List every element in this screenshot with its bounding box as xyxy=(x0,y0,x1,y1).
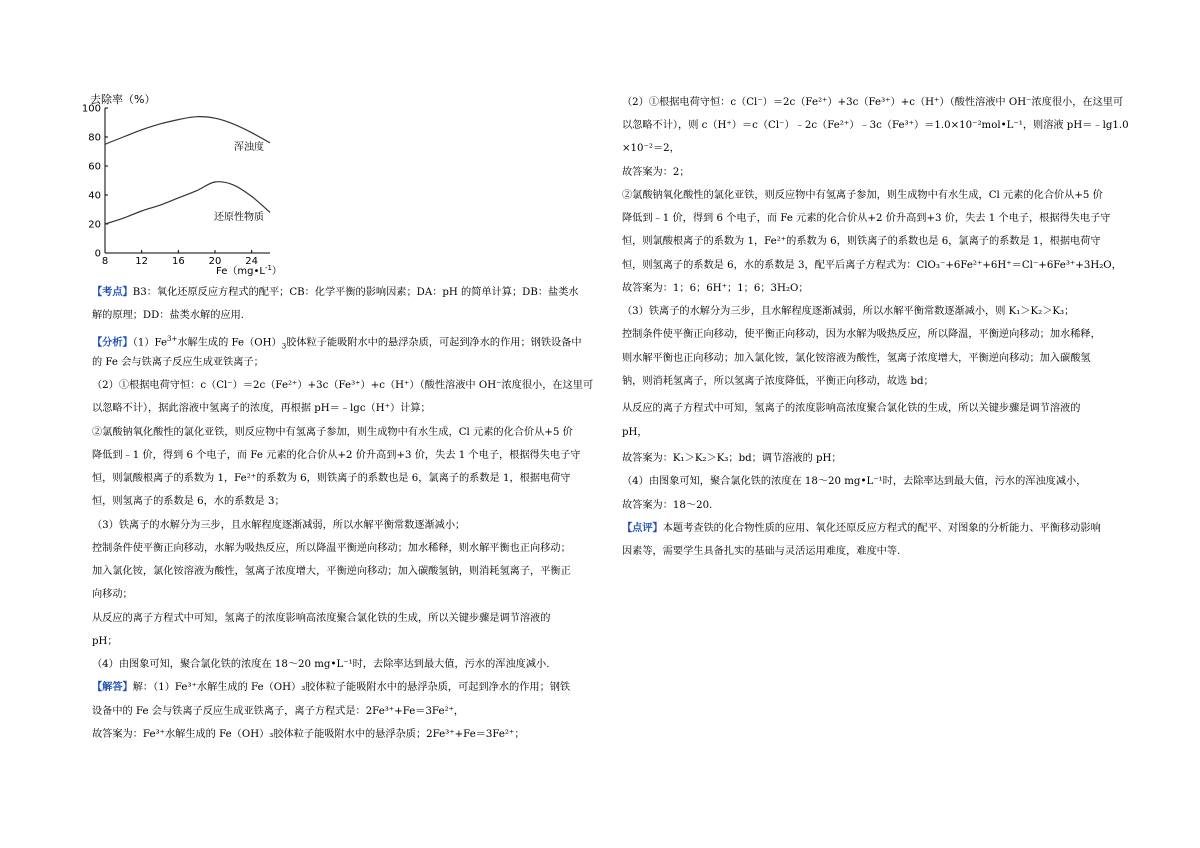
fenxi-line-3: （2）①根据电荷守恒：c（Cl⁻）＝2c（Fe²⁺）+3c（Fe³⁺）+c（H⁺）（酸性溶液中 OH⁻浓度很小，在这里可 xyxy=(92,380,594,391)
y-tick-label: 0 xyxy=(94,248,101,260)
x-tick-label: 16 xyxy=(171,256,185,267)
right-line-17: （4）由图象可知，聚合氯化铁的浓度在 18～20 mg•L⁻¹时，去除率达到最大值，污水的浑浊度减小， xyxy=(622,476,1087,487)
right-line-4: 故答案为：2； xyxy=(622,167,690,178)
removal-rate-chart xyxy=(78,88,293,278)
turbidity-curve xyxy=(105,117,270,145)
fenxi-line-10: 控制条件使平衡正向移动，水解为吸热反应，所以降温平衡逆向移动；加水稀释，则水解平衡也正向移动； xyxy=(92,543,571,554)
fenxi-line-7: 恒，则氯酸根离子的系数为 1，Fe²⁺的系数为 6，则铁离子的系数也是 6，氯离子的系数是 1，根据电荷守 xyxy=(92,473,571,484)
x-tick-label: 12 xyxy=(135,256,149,267)
fenxi-line-15: （4）由图象可知，聚合氯化铁的浓度在 18～20 mg•L⁻¹时，去除率达到最大值，污水的浑浊度减小. xyxy=(92,659,550,670)
reducing-series-label: 还原性物质 xyxy=(214,212,264,223)
fenxi-tag: 【分析】 xyxy=(92,336,133,349)
x-tick-label: 20 xyxy=(208,256,222,267)
turbidity-series-label: 浑浊度 xyxy=(234,142,264,153)
right-line-10: （3）铁离子的水解分为三步，且水解程度逐渐减弱，所以水解平衡常数逐渐减小，则 K₁＞K₂＞K₃； xyxy=(622,306,1075,317)
fenxi-line-14: pH； xyxy=(92,636,118,647)
right-line-13: 钠，则消耗氢离子，所以氢离子浓度降低，平衡正向移动，故选 bd； xyxy=(622,376,934,387)
right-line-6: 降低到﹣1 价，得到 6 个电子，而 Fe 元素的化合价从+2 价升高到+3 价，失去 1 个电子，根据得失电子守 xyxy=(622,213,1111,224)
right-line-7: 恒，则氯酸根离子的系数为 1，Fe²⁺的系数为 6，则铁离子的系数也是 6，氯离子的系数是 1，根据电荷守 xyxy=(622,236,1101,247)
right-line-5: ②氯酸钠氧化酸性的氯化亚铁，则反应物中有氢离子参加，则生成物中有水生成，Cl 元素的化合价从+5 价 xyxy=(622,190,1103,201)
kaodian-line-2: 解的原理；DD：盐类水解的应用. xyxy=(92,310,245,321)
right-line-2: 以忽略不计），则 c（H⁺）＝c（Cl⁻）﹣2c（Fe²⁺）﹣3c（Fe³⁺）＝1.0×10⁻²mol•L⁻¹，则溶液 pH＝﹣lg1.0 xyxy=(622,120,1129,131)
dianping-line-1: 【点评】本题考查铁的化合物性质的应用、氧化还原反应方程式的配平、对图象的分析能力、平衡移动影响 xyxy=(622,522,1101,534)
fenxi-line-11: 加入氯化铵，氯化铵溶液为酸性，氢离子浓度增大，平衡逆向移动；加入碳酸氢钠，则消耗氢离子，平衡正 xyxy=(92,566,571,577)
right-line-18: 故答案为：18～20. xyxy=(622,500,713,511)
y-tick-label: 60 xyxy=(88,161,101,173)
fenxi-line-9: （3）铁离子的水解分为三步，且水解程度逐渐减弱，所以水解平衡常数逐渐减小； xyxy=(92,520,466,531)
y-tick-label: 20 xyxy=(88,219,101,231)
jieda-line-1: 【解答】解：（1）Fe³⁺水解生成的 Fe（OH）₃胶体粒子能吸附水中的悬浮杂质，可起到净水的作用；钢铁 xyxy=(92,681,571,693)
right-line-16: 故答案为：K₁＞K₂＞K₃；bd；调节溶液的 pH； xyxy=(622,453,842,464)
fenxi-line-8: 恒，则氢离子的系数是 6，水的系数是 3； xyxy=(92,496,285,507)
fenxi-line-5: ②氯酸钠氧化酸性的氯化亚铁，则反应物中有氢离子参加，则生成物中有水生成，Cl 元素的化合价从+5 价 xyxy=(92,427,573,438)
right-line-14: 从反应的离子方程式中可知，氢离子的浓度影响高浓度聚合氯化铁的生成，所以关键步骤是调节溶液的 xyxy=(622,403,1081,414)
kaodian-tag: 【考点】 xyxy=(92,286,133,298)
dianping-tag: 【点评】 xyxy=(622,522,663,534)
fenxi-line-4: 以忽略不计），据此溶液中氢离子的浓度，再根据 pH＝﹣lgc（H⁺）计算； xyxy=(92,403,431,414)
chart-title: 去除率（%） xyxy=(90,93,156,106)
fenxi-line-2: 的 Fe 会与铁离子反应生成亚铁离子； xyxy=(92,357,264,368)
right-line-8: 恒，则氢离子的系数是 6，水的系数是 3，配平后离子方程式为：ClO₃⁻+6Fe²⁺+6H⁺＝Cl⁻+6Fe³⁺+3H₂O， xyxy=(622,260,1122,271)
x-axis-label: $Fe(mg•L^{-1})$ xyxy=(216,264,282,277)
right-line-1: （2）①根据电荷守恒：c（Cl⁻）＝2c（Fe²⁺）+3c（Fe³⁺）+c（H⁺）（酸性溶液中 OH⁻浓度很小，在这里可 xyxy=(622,97,1124,108)
fenxi-line-1: 【分析】$(1)Fe^{3+}$水解生成的 $Fe(OH)_3$胶体粒子能吸附水中的悬浮杂质，可起到净水的作用；钢铁设备中 xyxy=(92,335,582,351)
x-tick-label: 24 xyxy=(245,256,259,267)
right-line-3: ×10⁻²＝2， xyxy=(622,143,680,154)
right-line-9: 故答案为：1；6；6H⁺；1；6；3H₂O； xyxy=(622,283,809,294)
jieda-tag: 【解答】 xyxy=(92,681,133,693)
y-tick-label: 80 xyxy=(88,132,101,144)
y-tick-label: 40 xyxy=(88,190,101,202)
right-line-12: 则水解平衡也正向移动；加入氯化铵，氯化铵溶液为酸性，氢离子浓度增大，平衡逆向移动；加入碳酸氢 xyxy=(622,353,1091,364)
y-tick-label: 100 xyxy=(81,103,101,115)
dianping-line-2: 因素等，需要学生具备扎实的基础与灵活运用难度，难度中等. xyxy=(622,546,901,557)
kaodian-line-1: 【考点】B3：氧化还原反应方程式的配平；CB：化学平衡的影响因素；DA：pH 的简单计算；DB：盐类水 xyxy=(92,286,579,298)
fenxi-line-6: 降低到﹣1 价，得到 6 个电子，而 Fe 元素的化合价从+2 价升高到+3 价，失去 1 个电子，根据得失电子守 xyxy=(92,450,581,461)
jieda-line-2: 设备中的 Fe 会与铁离子反应生成亚铁离子，离子方程式是：2Fe³⁺+Fe＝3Fe²⁺， xyxy=(92,706,465,717)
fenxi-line-13: 从反应的离子方程式中可知，氢离子的浓度影响高浓度聚合氯化铁的生成，所以关键步骤是调节溶液的 xyxy=(92,613,551,624)
right-line-11: 控制条件使平衡正向移动，使平衡正向移动，因为水解为吸热反应，所以降温，平衡逆向移动；加水稀释， xyxy=(622,329,1101,340)
right-line-15: pH， xyxy=(622,427,648,438)
jieda-line-3: 故答案为：Fe³⁺水解生成的 Fe（OH）₃胶体粒子能吸附水中的悬浮杂质；2Fe³⁺+Fe＝3Fe²⁺； xyxy=(92,729,525,740)
x-tick-label: 8 xyxy=(101,256,109,267)
fenxi-line-12: 向移动； xyxy=(92,589,133,600)
